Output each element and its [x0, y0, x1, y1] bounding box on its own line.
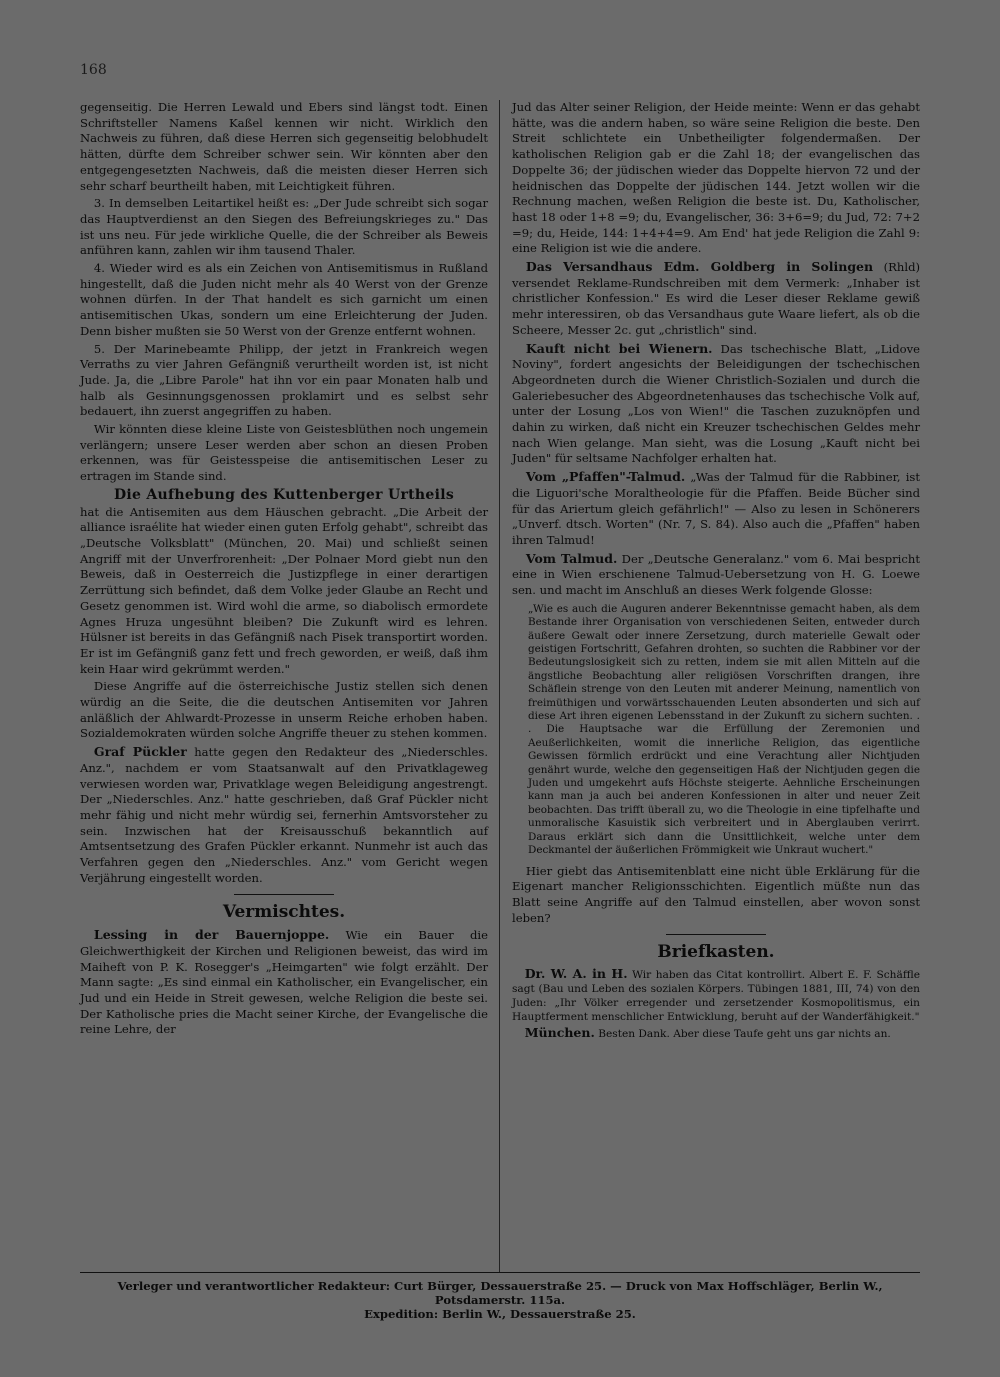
separator-rule	[666, 934, 766, 935]
run-in-heading: Das Versandhaus Edm. Goldberg in Solingen	[525, 259, 874, 275]
paragraph-text: Der „Deutsche Generalanz." vom 6. Mai bespricht eine in Wien erschienene Talmud-Uebersetzung von H. G. Loewe sen. und macht im Anschluß an dieses Werk folgende Glosse:	[512, 551, 920, 598]
paragraph-text: hatte gegen den Redakteur des „Niederschles. Anz.", nachdem er vom Staatsanwalt auf den Privatklageweg verwiesen worden war, Privatklage wegen Beleidigung angestrengt. Der „Niederschles. Anz." hatte geschrieben, daß Graf Pückler nicht mehr fähig und nicht mehr würdig sei, fernerhin Amtsvorsteher zu sein. Inzwischen hat der Kreisausschuß bekanntlich auf Amtsentsetzung des Grafen Pückler erkannt. Nunmehr ist auch das Verfahren gegen den „Niederschles. Anz." vom Gericht wegen Verjährung eingestellt worden.	[80, 745, 489, 885]
paragraph: 4. Wieder wird es als ein Zeichen von Antisemitismus in Rußland hingestellt, daß die Juden nicht mehr als 40 Werst von der Grenze wohnen dürfen. In der That handelt es sich garnicht um einen antisemitischen Ukas, sondern um eine Erleichterung der Juden. Denn bisher mußten sie 50 Werst von der Grenze entfernt wohnen.	[80, 261, 488, 338]
paragraph-text: Das tschechische Blatt, „Lidove Noviny", fordert angesichts der Beleidigungen der tschechischen Abgeordneten durch die Wiener Christlich-Sozialen und durch die Galeriebesucher des Abgeordnetenhauses das tschechische Volk auf, unter der Losung „Los von Wien!" die Taschen zuzuknöpfen und dahin zu wirken, daß nicht ein Kreuzer tschechischen Geldes mehr nach Wien gelange. Man sieht, was die Losung „Kauft nicht bei Juden" für seltsame Nachfolger erhalten hat.	[512, 341, 921, 466]
paragraph-text: (Rhld) versendet Reklame-Rundschreiben mit dem Vermerk: „Inhaber ist christlicher Konfession." Es wird die Leser dieser Reklame gewiß mehr interessiren, ob das Versandhaus gute Waare liefert, als ob die Scheere, Messer 2c. gut „christlich" sind.	[512, 260, 921, 337]
run-in-heading: Vom Talmud.	[525, 550, 618, 566]
paragraph: hat die Antisemiten aus dem Häuschen gebracht. „Die Arbeit der alliance israélite hat wieder einen guten Erfolg gehabt", schreibt das „Deutsche Volksblatt" (München, 20. Mai) und schließt seinen Angriff mit der Unverfrorenheit: „Der Polnaer Mord giebt nun den Beweis, daß in Oesterreich die Justizpflege in einer derartigen Zerrüttung sich befindet, daß dem Volke jeder Glaube an Recht und Gesetz genommen ist. Wird wohl die arme, so diabolisch ermordete Agnes Hruza ungesühnt bleiben? Die Zukunft wird es lehren. Hülsner ist bereits in das Gefängniß nach Pisek transportirt worden. Er ist im Gefängniß ganz fett und frech geworden, er weiß, daß ihm kein Haar wird gekrümmt werden."	[80, 504, 488, 676]
paragraph: 5. Der Marinebeamte Philipp, der jetzt in Frankreich wegen Verraths zu vier Jahren Gefängniß verurtheilt worden ist, ist nicht Jude. Ja, die „Libre Parole" hat ihn vor ein paar Monaten halb und halb als Gesinnungsgenossen proklamirt und es selbst sehr bedauert, ihn zuerst angegriffen zu haben.	[80, 341, 488, 419]
paragraph-text: „Was der Talmud für die Rabbiner, ist die Liguori'sche Moraltheologie für die Pfaffen. Beide Bücher sind für das Ariertum gleich gefährlich!" — Also zu lesen in Schönerers „Unverf. dtsch. Worten" (Nr. 7, S. 84). Also auch die „Pfaffen" haben ihren Talmud!	[512, 470, 921, 547]
section-title: Briefkasten.	[657, 942, 775, 963]
letter-reply: Wir haben das Citat kontrollirt. Albert E. F. Schäffle sagt (Bau und Leben des sozialen Körpers. Tübingen 1881, III, 74) von den Juden: „Ihr Völker erregender und zersetzender Kosmopolitismus, ein Hauptferment menschlicher Entwicklung, beruht auf der Wanderfähigkeit."	[512, 969, 921, 1024]
letter-addressee: München.	[524, 1025, 595, 1041]
run-in-heading: Graf Pückler	[93, 744, 187, 760]
run-in-heading: Lessing in der Bauernjoppe.	[93, 927, 330, 943]
letter-addressee: Dr. W. A. in H.	[524, 966, 628, 982]
paragraph: Wir könnten diese kleine Liste von Geistesblüthen noch ungemein verlängern; unsere Leser werden aber schon an diesen Proben erkennen, was für Geistesspeise die antisemitischen Leser zu ertragen im Stande sind.	[80, 422, 488, 484]
page-number: 168	[80, 62, 107, 78]
paragraph: gegenseitig. Die Herren Lewald und Ebers sind längst todt. Einen Schriftsteller Namens Kaßel kennen wir nicht. Wirklich den Nachweis zu führen, daß diese Herren sich gegenseitig belobhudelt hätten, dürfte dem Schreiber schwer sein. Wir könnten aber den entgegengesetzten Nachweis, daß die meisten dieser Herren sich sehr scharf beurtheilt haben, mit Leichtigkeit führen.	[80, 100, 488, 193]
section-title: Vermischtes.	[222, 902, 346, 923]
article-heading: Die Aufhebung des Kuttenberger Urtheils	[113, 486, 455, 503]
run-in-heading: Kauft nicht bei Wienern.	[525, 340, 713, 356]
paragraph: Hier giebt das Antisemitenblatt eine nicht üble Erklärung für die Eigenart mancher Religionsschichten. Eigentlich müßte nun das Blatt seine Angriffe auf den Talmud einstellen, aber wovon sonst leben?	[512, 863, 920, 925]
imprint-line: Expedition: Berlin W., Dessauerstraße 25.	[364, 1307, 636, 1321]
block-quote: „Wie es auch die Auguren anderer Bekenntnisse gemacht haben, als dem Bestande ihrer Organisation von verschiedenen Seiten, entweder durch äußere Gewalt oder innere Zersetzung, durch materielle Gewalt oder geistigen Fortschritt, Gefahren drohten, so suchten die Rabbiner vor der Bedeutungslosigkeit sich zu retten, indem sie mit allen Mitteln auf die ängstliche Beobachtung aller religiösen Vorschriften drangen, ihre Schäflein strenge von den Leuten mit anderer Meinung, namentlich von freimüthigen und vorwärtsschauenden Leuten absonderten und sich auf diese Art ihren eigenen Lebensstand in der Zukunft zu sichern suchten. . . Die Hauptsache war die Erfüllung der Zeremonien und Aeußerlichkeiten, womit die innerliche Religion, das eigentliche Gewissen förmlich erdrückt und eine Verachtung aller Nichtjuden genährt wurde, welche den gegenseitigen Haß der Nichtjuden gegen die Juden und umgekehrt aufs Höchste steigerte. Aehnliche Erscheinungen kann man ja auch bei anderen Konfessionen in alter und neuer Zeit beobachten. Das trifft überall zu, wo die Theologie in eine tipfelhafte und unmoralische Kasuistik sich verbreitert und in Aberglauben verirrt. Daraus erklärt sich dann die Unsittlichkeit, welche unter dem Deckmantel der äußerlichen Frömmigkeit wie Unkraut wuchert."	[528, 602, 920, 857]
right-column	[512, 100, 920, 1043]
letter-reply: Besten Dank. Aber diese Taufe geht uns gar nichts an.	[598, 1028, 891, 1041]
paragraph: Jud das Alter seiner Religion, der Heide meinte: Wenn er das gehabt hätte, was die andern haben, so wäre seine Religion die beste. Den Streit schlichtete ein Unbetheiligter folgendermaßen. Der katholischen Religion gab er die Zahl 18; der evangelischen das Doppelte 36; der jüdischen wieder das Doppelte hiervon 72 und der heidnischen das Doppelte der jüdischen 144. Jetzt wollen wir die Rechnung machen, weßen Religion die beste ist. Du, Katholischer, hast 18 oder 1+8 =9; du, Evangelischer, 36: 3+6=9; du Jud, 72: 7+2 =9; du, Heide, 144: 1+4+4=9. Am End' hat jede Religion die Zahl 9: eine Religion ist wie die andere.	[512, 100, 920, 256]
paragraph-text: Wie ein Bauer die Gleichwerthigkeit der Kirchen und Religionen beweist, das wird im Maiheft von P. K. Rosegger's „Heimgarten" wie folgt erzählt. Der Mann sagte: „Es sind einmal ein Katholischer, ein Evangelischer, ein Jud und ein Heide in Streit gewesen, welche Religion die beste sei. Der Katholische pries die Macht seiner Kirche, der Evangelische die reine Lehre, der	[80, 928, 489, 1037]
column-divider	[499, 100, 500, 1273]
separator-rule	[234, 894, 334, 895]
left-column	[80, 100, 488, 1040]
imprint-footer	[80, 1272, 920, 1321]
run-in-heading: Vom „Pfaffen"-Talmud.	[525, 469, 686, 485]
paragraph: 3. In demselben Leitartikel heißt es: „Der Jude schreibt sich sogar das Hauptverdienst an den Siegen des Befreiungskrieges zu." Das ist uns neu. Für jede wirkliche Quelle, die der Schreiber als Beweis anführen kann, zahlen wir ihm tausend Thaler.	[80, 196, 488, 258]
paragraph: Diese Angriffe auf die österreichische Justiz stellen sich denen würdig an die Seite, die die deutschen Antisemiten vor Jahren anläßlich der Ahlwardt-Prozesse in unserm Reiche erhoben haben. Sozialdemokraten würden solche Angriffe theuer zu stehen kommen.	[80, 679, 488, 741]
imprint-line: Verleger und verantwortlicher Redakteur: Curt Bürger, Dessauerstraße 25. — Druck von Max Hoffschläger, Berlin W., Potsdamerstr. 115a.	[117, 1279, 883, 1307]
